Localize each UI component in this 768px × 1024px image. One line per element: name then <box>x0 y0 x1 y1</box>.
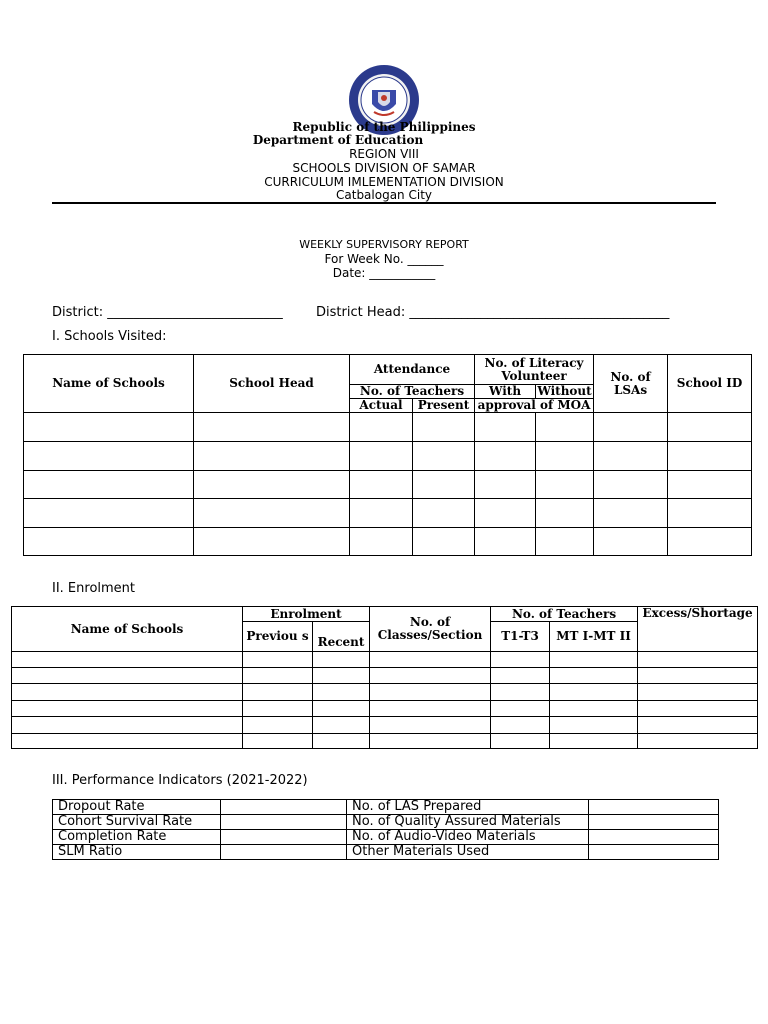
header-without: Without <box>537 384 592 398</box>
table-row <box>12 717 758 734</box>
table-row <box>53 845 719 860</box>
header-school-head: School Head <box>194 355 350 413</box>
table-row <box>53 815 719 830</box>
header-rule <box>52 202 716 204</box>
header-with: With <box>475 385 536 399</box>
header-enrolment: Enrolment <box>243 607 370 622</box>
enrolment-table <box>11 606 758 749</box>
indicator-label: No. of Audio-Video Materials <box>347 830 589 845</box>
header-present: Present <box>413 399 475 413</box>
header-approval-of-moa: approval of MOA <box>475 399 594 413</box>
section3-title: III. Performance Indicators (2021-2022) <box>52 773 308 788</box>
indicator-value <box>589 830 719 845</box>
header-literacy-volunteer: No. of Literacy Volunteer <box>475 355 594 385</box>
table-row <box>24 528 752 556</box>
section1-title: I. Schools Visited: <box>52 329 167 344</box>
header-excess-shortage: Excess/Shortage <box>638 607 758 652</box>
indicator-value <box>221 845 347 860</box>
republic-line: Republic of the Philippines <box>292 120 476 134</box>
indicator-value <box>221 800 347 815</box>
header-school-id: School ID <box>668 355 752 413</box>
header-classes-section: No. of Classes/Section <box>370 607 491 652</box>
date-field: Date: ___________ <box>332 266 436 280</box>
header-no-of-lsas: No. of LSAs <box>594 355 668 413</box>
indicator-label: Dropout Rate <box>53 800 221 815</box>
district-field: District: ___________________________ <box>52 305 283 320</box>
table-row <box>24 499 752 528</box>
indicator-label: No. of LAS Prepared <box>347 800 589 815</box>
header-previous: Previou s <box>243 622 313 652</box>
indicator-value <box>221 815 347 830</box>
indicator-value <box>221 830 347 845</box>
table-row <box>24 413 752 442</box>
header-attendance: Attendance <box>350 355 475 385</box>
indicator-value <box>589 845 719 860</box>
indicator-label: No. of Quality Assured Materials <box>347 815 589 830</box>
table-row <box>24 442 752 471</box>
district-head-field: District Head: ________________________________________ <box>316 305 670 320</box>
schools-visited-table <box>23 354 752 556</box>
indicator-label: Other Materials Used <box>347 845 589 860</box>
table-row <box>12 652 758 668</box>
header-mt: MT I-MT II <box>550 622 638 652</box>
header-t1-t3: T1-T3 <box>491 622 550 652</box>
header-no-of-teachers: No. of Teachers <box>491 607 638 622</box>
week-field: For Week No. ______ <box>324 252 444 266</box>
indicator-label: Completion Rate <box>53 830 221 845</box>
indicator-value <box>589 800 719 815</box>
table-row <box>53 800 719 815</box>
report-title: WEEKLY SUPERVISORY REPORT <box>299 238 469 251</box>
cid-line: CURRICULUM IMLEMENTATION DIVISION <box>264 175 504 189</box>
section2-title: II. Enrolment <box>52 581 136 596</box>
indicator-label: Cohort Survival Rate <box>53 815 221 830</box>
performance-indicators-table <box>52 799 719 860</box>
department-line: Department of Education <box>252 133 424 147</box>
header-actual: Actual <box>350 399 413 413</box>
table-row <box>53 830 719 845</box>
header-name-of-schools: Name of Schools <box>12 607 243 652</box>
city-line: Catbalogan City <box>336 188 432 202</box>
header-recent: Recent <box>313 622 370 652</box>
table-row <box>12 684 758 701</box>
division-line: SCHOOLS DIVISION OF SAMAR <box>292 161 476 175</box>
table-row <box>12 668 758 684</box>
indicator-label: SLM Ratio <box>53 845 221 860</box>
header-name-of-schools: Name of Schools <box>24 355 194 413</box>
table-row <box>12 734 758 749</box>
region-line: REGION VIII <box>349 147 419 161</box>
header-no-of-teachers: No. of Teachers <box>350 385 475 399</box>
table-row <box>24 471 752 499</box>
table-row <box>12 701 758 717</box>
indicator-value <box>589 815 719 830</box>
